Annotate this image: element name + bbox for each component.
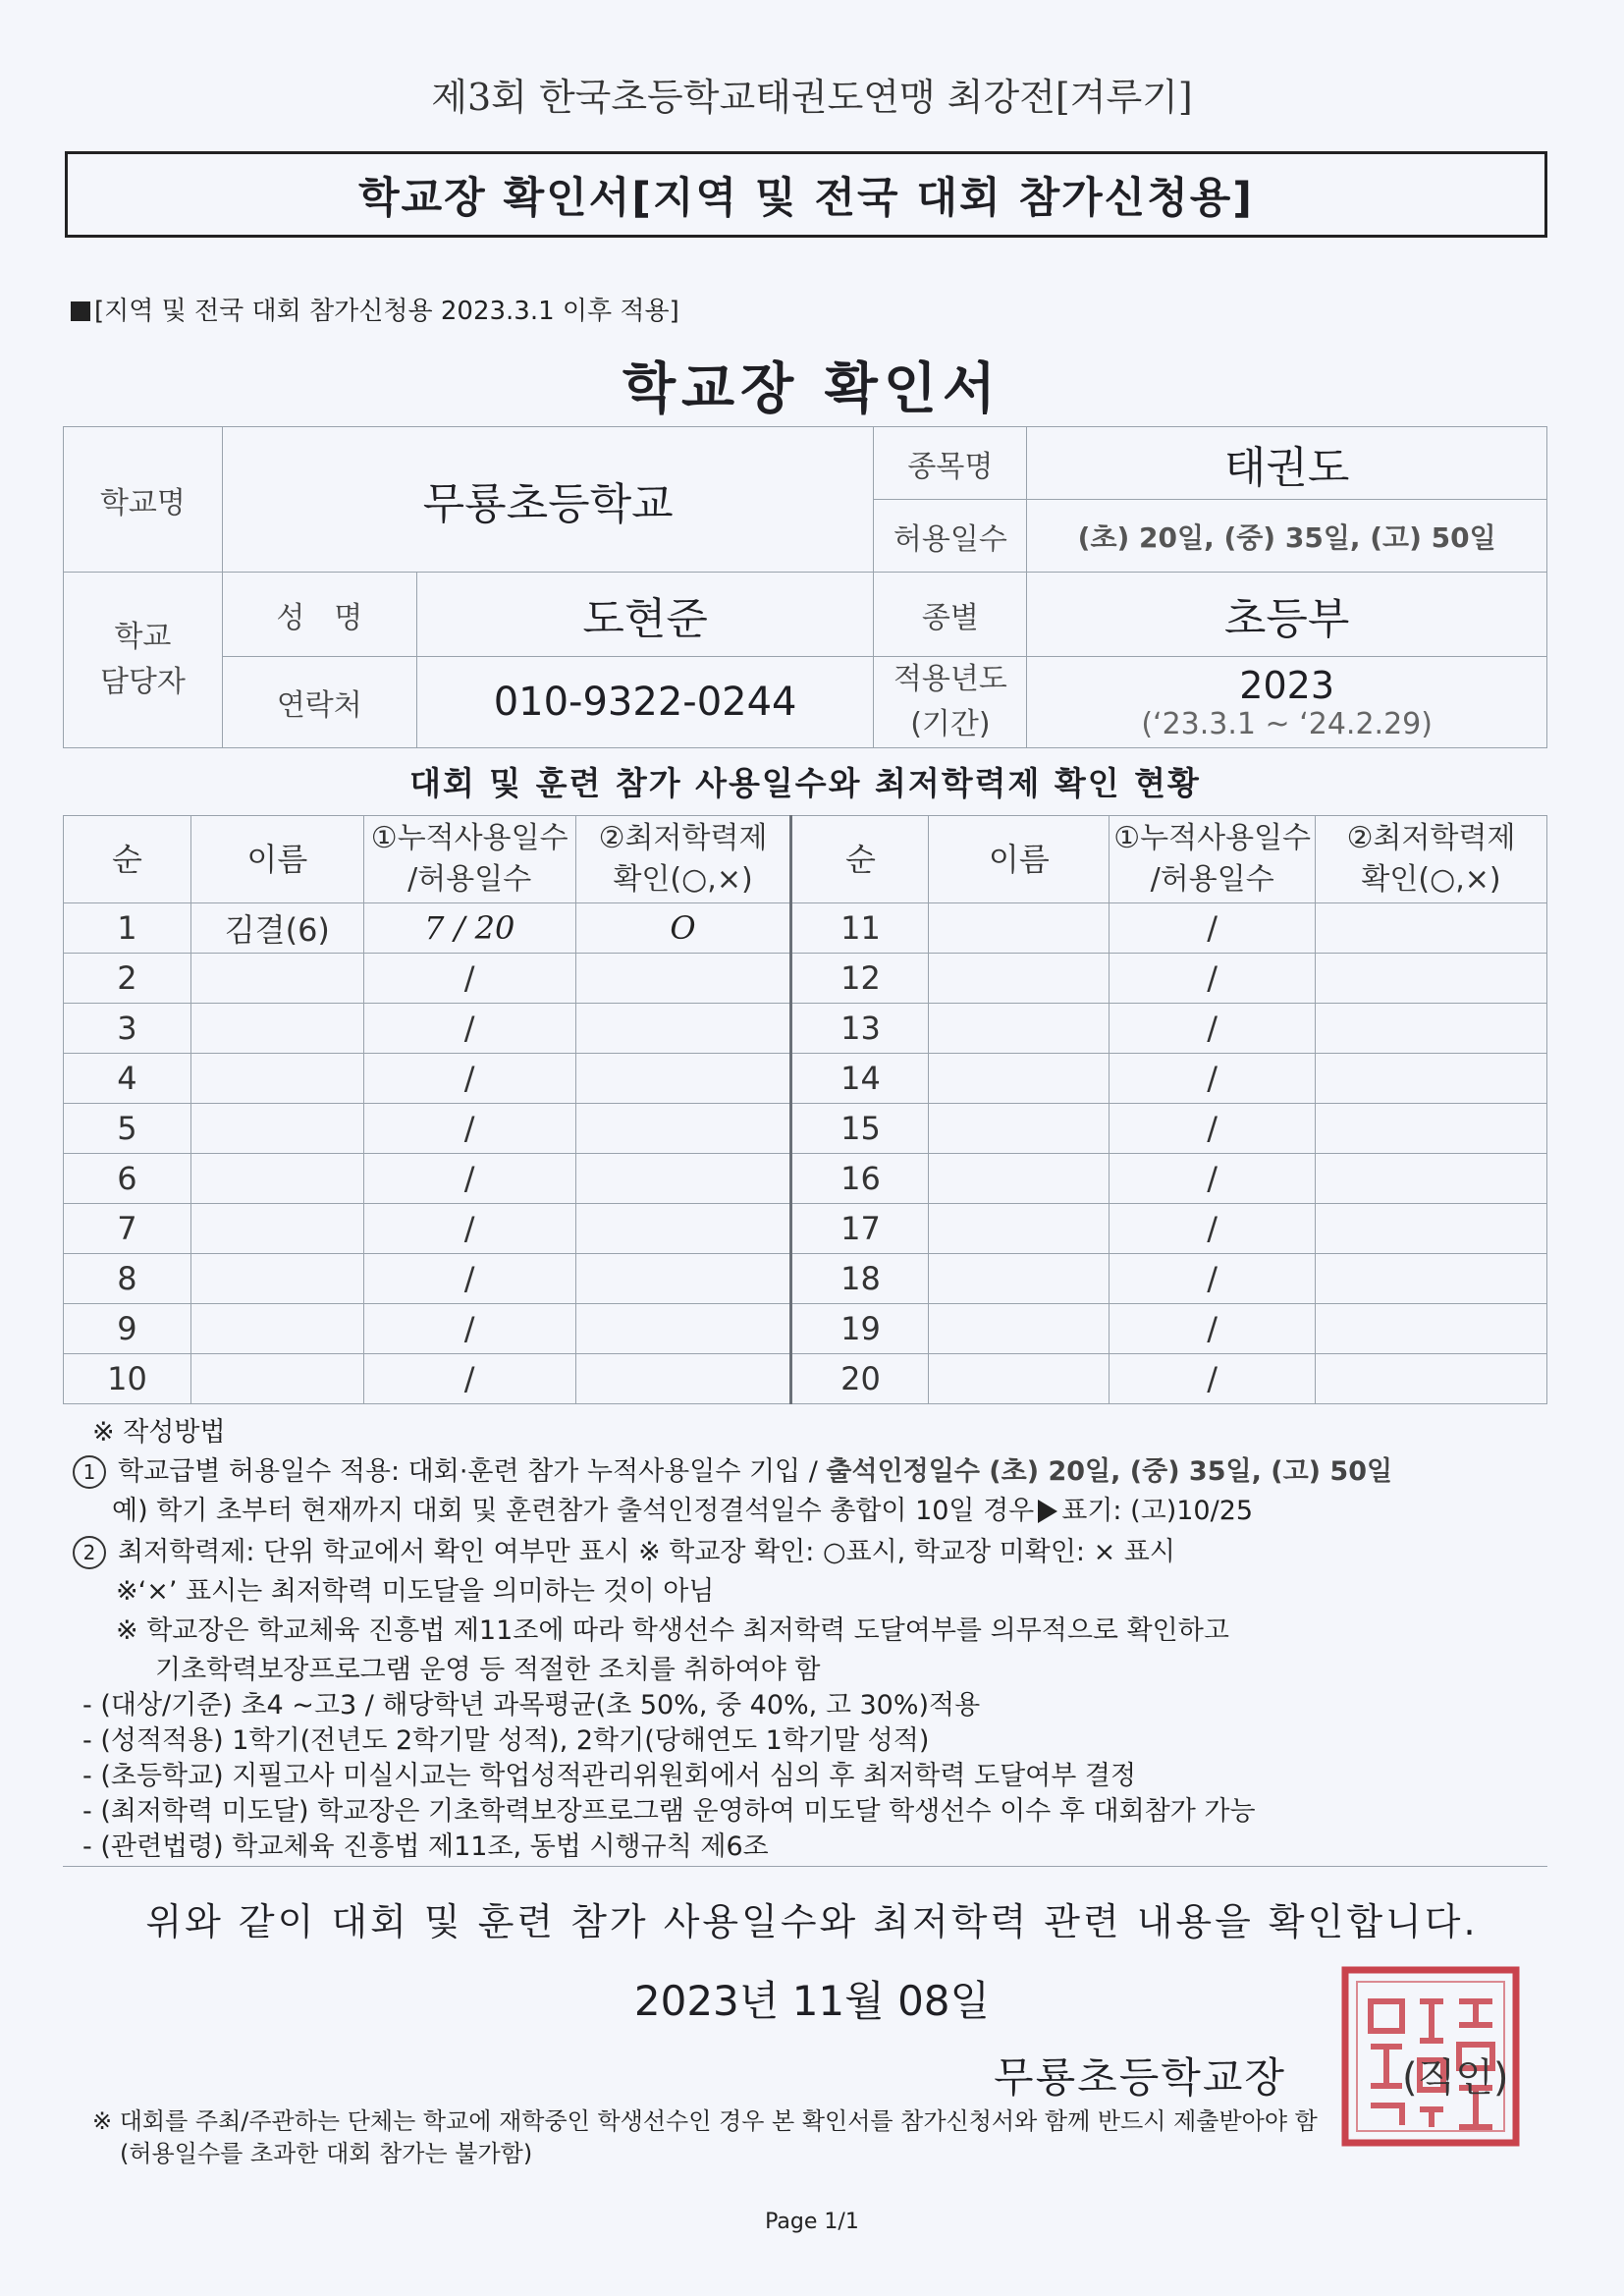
- cell-right-days: /: [1110, 1054, 1316, 1104]
- header-days-right-line2: /허용일수: [1150, 862, 1274, 897]
- cell-right-no: 17: [791, 1204, 929, 1254]
- cell-left-days: /: [363, 1004, 575, 1054]
- cell-right-no: 15: [791, 1104, 929, 1154]
- year-value-cell: [1027, 657, 1547, 748]
- cell-left-check: [575, 1254, 791, 1304]
- cell-left-no: 10: [64, 1354, 191, 1404]
- cell-left-no: 9: [64, 1304, 191, 1354]
- note-2-number: 2: [73, 1536, 106, 1569]
- cell-left-check: [575, 1204, 791, 1254]
- table-row: [64, 1204, 1547, 1254]
- cell-left-name: [190, 1304, 363, 1354]
- detail-1: - (대상/기준) 초4 ~고3 / 해당학년 과목평균(초 50%, 중 40%, 고 30%)적용: [82, 1690, 981, 1721]
- cell-right-name: [929, 1104, 1110, 1154]
- manager-label-line2: 담당자: [99, 665, 186, 699]
- header-days-line2: /허용일수: [407, 862, 532, 897]
- year-range: (‘23.3.1 ~ ‘24.2.29): [1141, 706, 1433, 741]
- cell-left-no: 5: [64, 1104, 191, 1154]
- info-table: [63, 426, 1547, 748]
- cell-left-no: 8: [64, 1254, 191, 1304]
- table-row: [64, 1354, 1547, 1404]
- table-row: [64, 1004, 1547, 1054]
- note-2: [73, 1530, 1175, 1569]
- cell-left-days: /: [363, 1304, 575, 1354]
- table-row: [64, 1304, 1547, 1354]
- cell-right-check: [1316, 1154, 1547, 1204]
- cell-right-days: /: [1110, 954, 1316, 1004]
- cell-right-check: [1316, 1254, 1547, 1304]
- boxed-title-text: 학교장 확인서[지역 및 전국 대회 참가신청용]: [358, 173, 1254, 223]
- cell-right-no: 14: [791, 1054, 929, 1104]
- header-no: 순: [64, 816, 191, 903]
- cell-left-days: /: [363, 1054, 575, 1104]
- cell-right-name: [929, 903, 1110, 954]
- cell-right-check: [1316, 1304, 1547, 1354]
- note-1: [73, 1449, 1392, 1489]
- name-label: 성 명: [222, 573, 416, 657]
- cell-right-name: [929, 1254, 1110, 1304]
- cell-right-days: /: [1110, 1304, 1316, 1354]
- header-check-right-line1: ②최저학력제: [1346, 821, 1516, 855]
- cell-left-name: [190, 1154, 363, 1204]
- cell-right-no: 16: [791, 1154, 929, 1204]
- detail-2: - (성적적용) 1학기(전년도 2학기말 성적), 2학기(당해연도 1학기말 성적): [82, 1725, 930, 1756]
- cell-left-days: /: [363, 1104, 575, 1154]
- detail-5: - (관련법령) 학교체육 진흥법 제11조, 동법 시행규칙 제6조: [82, 1831, 769, 1862]
- cell-right-no: 20: [791, 1354, 929, 1404]
- cell-left-name: [190, 1054, 363, 1104]
- seal-label: (직인): [1402, 2055, 1509, 2101]
- cell-right-days: /: [1110, 1254, 1316, 1304]
- cell-left-check: [575, 1154, 791, 1204]
- days-label: 허용일수: [874, 500, 1027, 573]
- year-value: 2023: [1239, 663, 1335, 707]
- cell-left-check: [575, 1354, 791, 1404]
- note-1-number: 1: [73, 1455, 106, 1489]
- right-arrow-icon: [1038, 1500, 1057, 1523]
- cell-right-days: /: [1110, 1104, 1316, 1154]
- cell-right-no: 18: [791, 1254, 929, 1304]
- header-check: [575, 816, 791, 903]
- cell-right-name: [929, 1054, 1110, 1104]
- header-check-right-line2: 확인(○,×): [1361, 862, 1501, 897]
- cell-left-no: 3: [64, 1004, 191, 1054]
- cell-left-name: [190, 1104, 363, 1154]
- square-bullet-icon: [71, 301, 90, 321]
- cell-left-days: /: [363, 1204, 575, 1254]
- header-days-right-line1: ①누적사용일수: [1113, 821, 1312, 855]
- table-row: [64, 1054, 1547, 1104]
- cell-left-name: [190, 1354, 363, 1404]
- cell-left-name: [190, 954, 363, 1004]
- notes-divider: [63, 1866, 1547, 1867]
- confirmation-statement: 위와 같이 대회 및 훈련 참가 사용일수와 최저학력 관련 내용을 확인합니다.: [145, 1900, 1479, 1943]
- header-days: [363, 816, 575, 903]
- cell-right-no: 13: [791, 1004, 929, 1054]
- cell-right-name: [929, 1304, 1110, 1354]
- boxed-title: [65, 151, 1547, 238]
- days-value: (초) 20일, (중) 35일, (고) 50일: [1027, 500, 1547, 573]
- note-2-sub1: ※‘×’ 표시는 최저학력 미도달을 의미하는 것이 아님: [116, 1576, 715, 1607]
- manager-label: [64, 573, 223, 748]
- note-2-sub2: ※ 학교장은 학교체육 진흥법 제11조에 따라 학생선수 최저학력 도달여부를 의무적으로 확인하고: [116, 1615, 1229, 1646]
- contact-value: 010-9322-0244: [416, 657, 874, 748]
- cell-left-name: [190, 1204, 363, 1254]
- note-1-bold: 출석인정일수 (초) 20일, (중) 35일, (고) 50일: [826, 1456, 1393, 1487]
- note-1-example-tail: 표기: (고)10/25: [1061, 1496, 1254, 1526]
- table-row: [64, 954, 1547, 1004]
- table-header-row: [64, 816, 1547, 903]
- school-value: 무룡초등학교: [222, 427, 874, 573]
- school-label: 학교명: [64, 427, 223, 573]
- cell-right-no: 19: [791, 1304, 929, 1354]
- cell-left-days: /: [363, 1154, 575, 1204]
- header-days-line1: ①누적사용일수: [370, 821, 568, 855]
- category-label: 종별: [874, 573, 1027, 657]
- cell-left-check: [575, 954, 791, 1004]
- cell-left-check: [575, 1004, 791, 1054]
- cell-left-check: [575, 1104, 791, 1154]
- cell-left-name: [190, 1004, 363, 1054]
- cell-left-days: /: [363, 954, 575, 1004]
- cell-right-check: [1316, 903, 1547, 954]
- header-no-right: 순: [791, 816, 929, 903]
- cell-right-no: 12: [791, 954, 929, 1004]
- cell-right-days: /: [1110, 1154, 1316, 1204]
- detail-3: - (초등학교) 지필고사 미실시교는 학업성적관리위원회에서 심의 후 최저학력 도달여부 결정: [82, 1761, 1137, 1791]
- cell-right-days: /: [1110, 1354, 1316, 1404]
- year-label: [874, 657, 1027, 748]
- cell-left-name: [190, 1254, 363, 1304]
- cell-left-no: 4: [64, 1054, 191, 1104]
- cell-left-days: /: [363, 1354, 575, 1404]
- cell-left-check: [575, 1054, 791, 1104]
- cell-left-no: 6: [64, 1154, 191, 1204]
- header-name-right: 이름: [929, 816, 1110, 903]
- category-value: 초등부: [1027, 573, 1547, 657]
- name-value: 도현준: [416, 573, 874, 657]
- cell-right-check: [1316, 1054, 1547, 1104]
- table-row: [64, 903, 1547, 954]
- cell-right-check: [1316, 1104, 1547, 1154]
- apply-note-text: [지역 및 전국 대회 참가신청용 2023.3.1 이후 적용]: [94, 297, 679, 326]
- cell-left-days: 7 / 20: [363, 903, 575, 954]
- cell-right-name: [929, 1204, 1110, 1254]
- cell-right-days: /: [1110, 1204, 1316, 1254]
- table-row: [64, 1254, 1547, 1304]
- event-label: 종목명: [874, 427, 1027, 500]
- cell-left-no: 7: [64, 1204, 191, 1254]
- participant-table: [63, 815, 1547, 1404]
- detail-4: - (최저학력 미도달) 학교장은 기초학력보장프로그램 운영하여 미도달 학생선수 이수 후 대회참가 가능: [82, 1796, 1256, 1827]
- document-title: 학교장 확인서: [622, 357, 1002, 421]
- header-check-right: [1316, 816, 1547, 903]
- table-row: [64, 1104, 1547, 1154]
- note-1-text: 학교급별 허용일수 적용: 대회·훈련 참가 누적사용일수 기입 /: [118, 1456, 827, 1487]
- status-title: 대회 및 훈련 참가 사용일수와 최저학력제 확인 현황: [409, 764, 1201, 802]
- header-name: 이름: [190, 816, 363, 903]
- cell-left-name: 김결(6): [190, 903, 363, 954]
- year-label-line2: (기간): [910, 707, 991, 741]
- page-number: Page 1/1: [765, 2210, 859, 2234]
- cell-left-days: /: [363, 1254, 575, 1304]
- apply-note: [71, 291, 679, 327]
- cell-right-check: [1316, 954, 1547, 1004]
- issue-date: 2023년 11월 08일: [633, 1977, 991, 2025]
- principal-signature: 무룡초등학교장: [994, 2053, 1287, 2102]
- header-check-line1: ②최저학력제: [598, 821, 768, 855]
- cell-right-name: [929, 954, 1110, 1004]
- cell-right-no: 11: [791, 903, 929, 954]
- cell-left-no: 2: [64, 954, 191, 1004]
- notes-heading: ※ 작성방법: [92, 1417, 226, 1448]
- note-1-example-text: 예) 학기 초부터 현재까지 대회 및 훈련참가 출석인정결석일수 총합이 10일 경우: [112, 1496, 1035, 1526]
- cell-right-check: [1316, 1354, 1547, 1404]
- table-row: [64, 1154, 1547, 1204]
- manager-label-line1: 학교: [114, 620, 172, 654]
- cell-right-name: [929, 1154, 1110, 1204]
- note-1-example: [112, 1489, 1253, 1527]
- contact-label: 연락처: [222, 657, 416, 748]
- cell-left-check: O: [575, 903, 791, 954]
- cell-right-check: [1316, 1004, 1547, 1054]
- header-days-right: [1110, 816, 1316, 903]
- cell-left-check: [575, 1304, 791, 1354]
- year-label-line1: 적용년도: [893, 662, 1007, 696]
- event-value: 태권도: [1027, 427, 1547, 500]
- cell-right-days: /: [1110, 903, 1316, 954]
- footnote-line1: ※ 대회를 주최/주관하는 단체는 학교에 재학중인 학생선수인 경우 본 확인서를 참가신청서와 함께 반드시 제출받아야 함: [92, 2107, 1318, 2135]
- header-check-line2: 확인(○,×): [613, 862, 753, 897]
- cell-right-name: [929, 1354, 1110, 1404]
- note-2-sub2b: 기초학력보장프로그램 운영 등 적절한 조치를 취하여야 함: [155, 1655, 821, 1685]
- competition-caption: 제3회 한국초등학교태권도연맹 최강전[겨루기]: [431, 76, 1193, 119]
- cell-right-name: [929, 1004, 1110, 1054]
- footnote-line2: (허용일수를 초과한 대회 참가는 불가함): [120, 2140, 533, 2167]
- footnote: [92, 2105, 1318, 2170]
- cell-left-no: 1: [64, 903, 191, 954]
- cell-right-days: /: [1110, 1004, 1316, 1054]
- note-2-text: 최저학력제: 단위 학교에서 확인 여부만 표시 ※ 학교장 확인: ○표시, 학교장 미확인: × 표시: [118, 1537, 1175, 1567]
- cell-right-check: [1316, 1204, 1547, 1254]
